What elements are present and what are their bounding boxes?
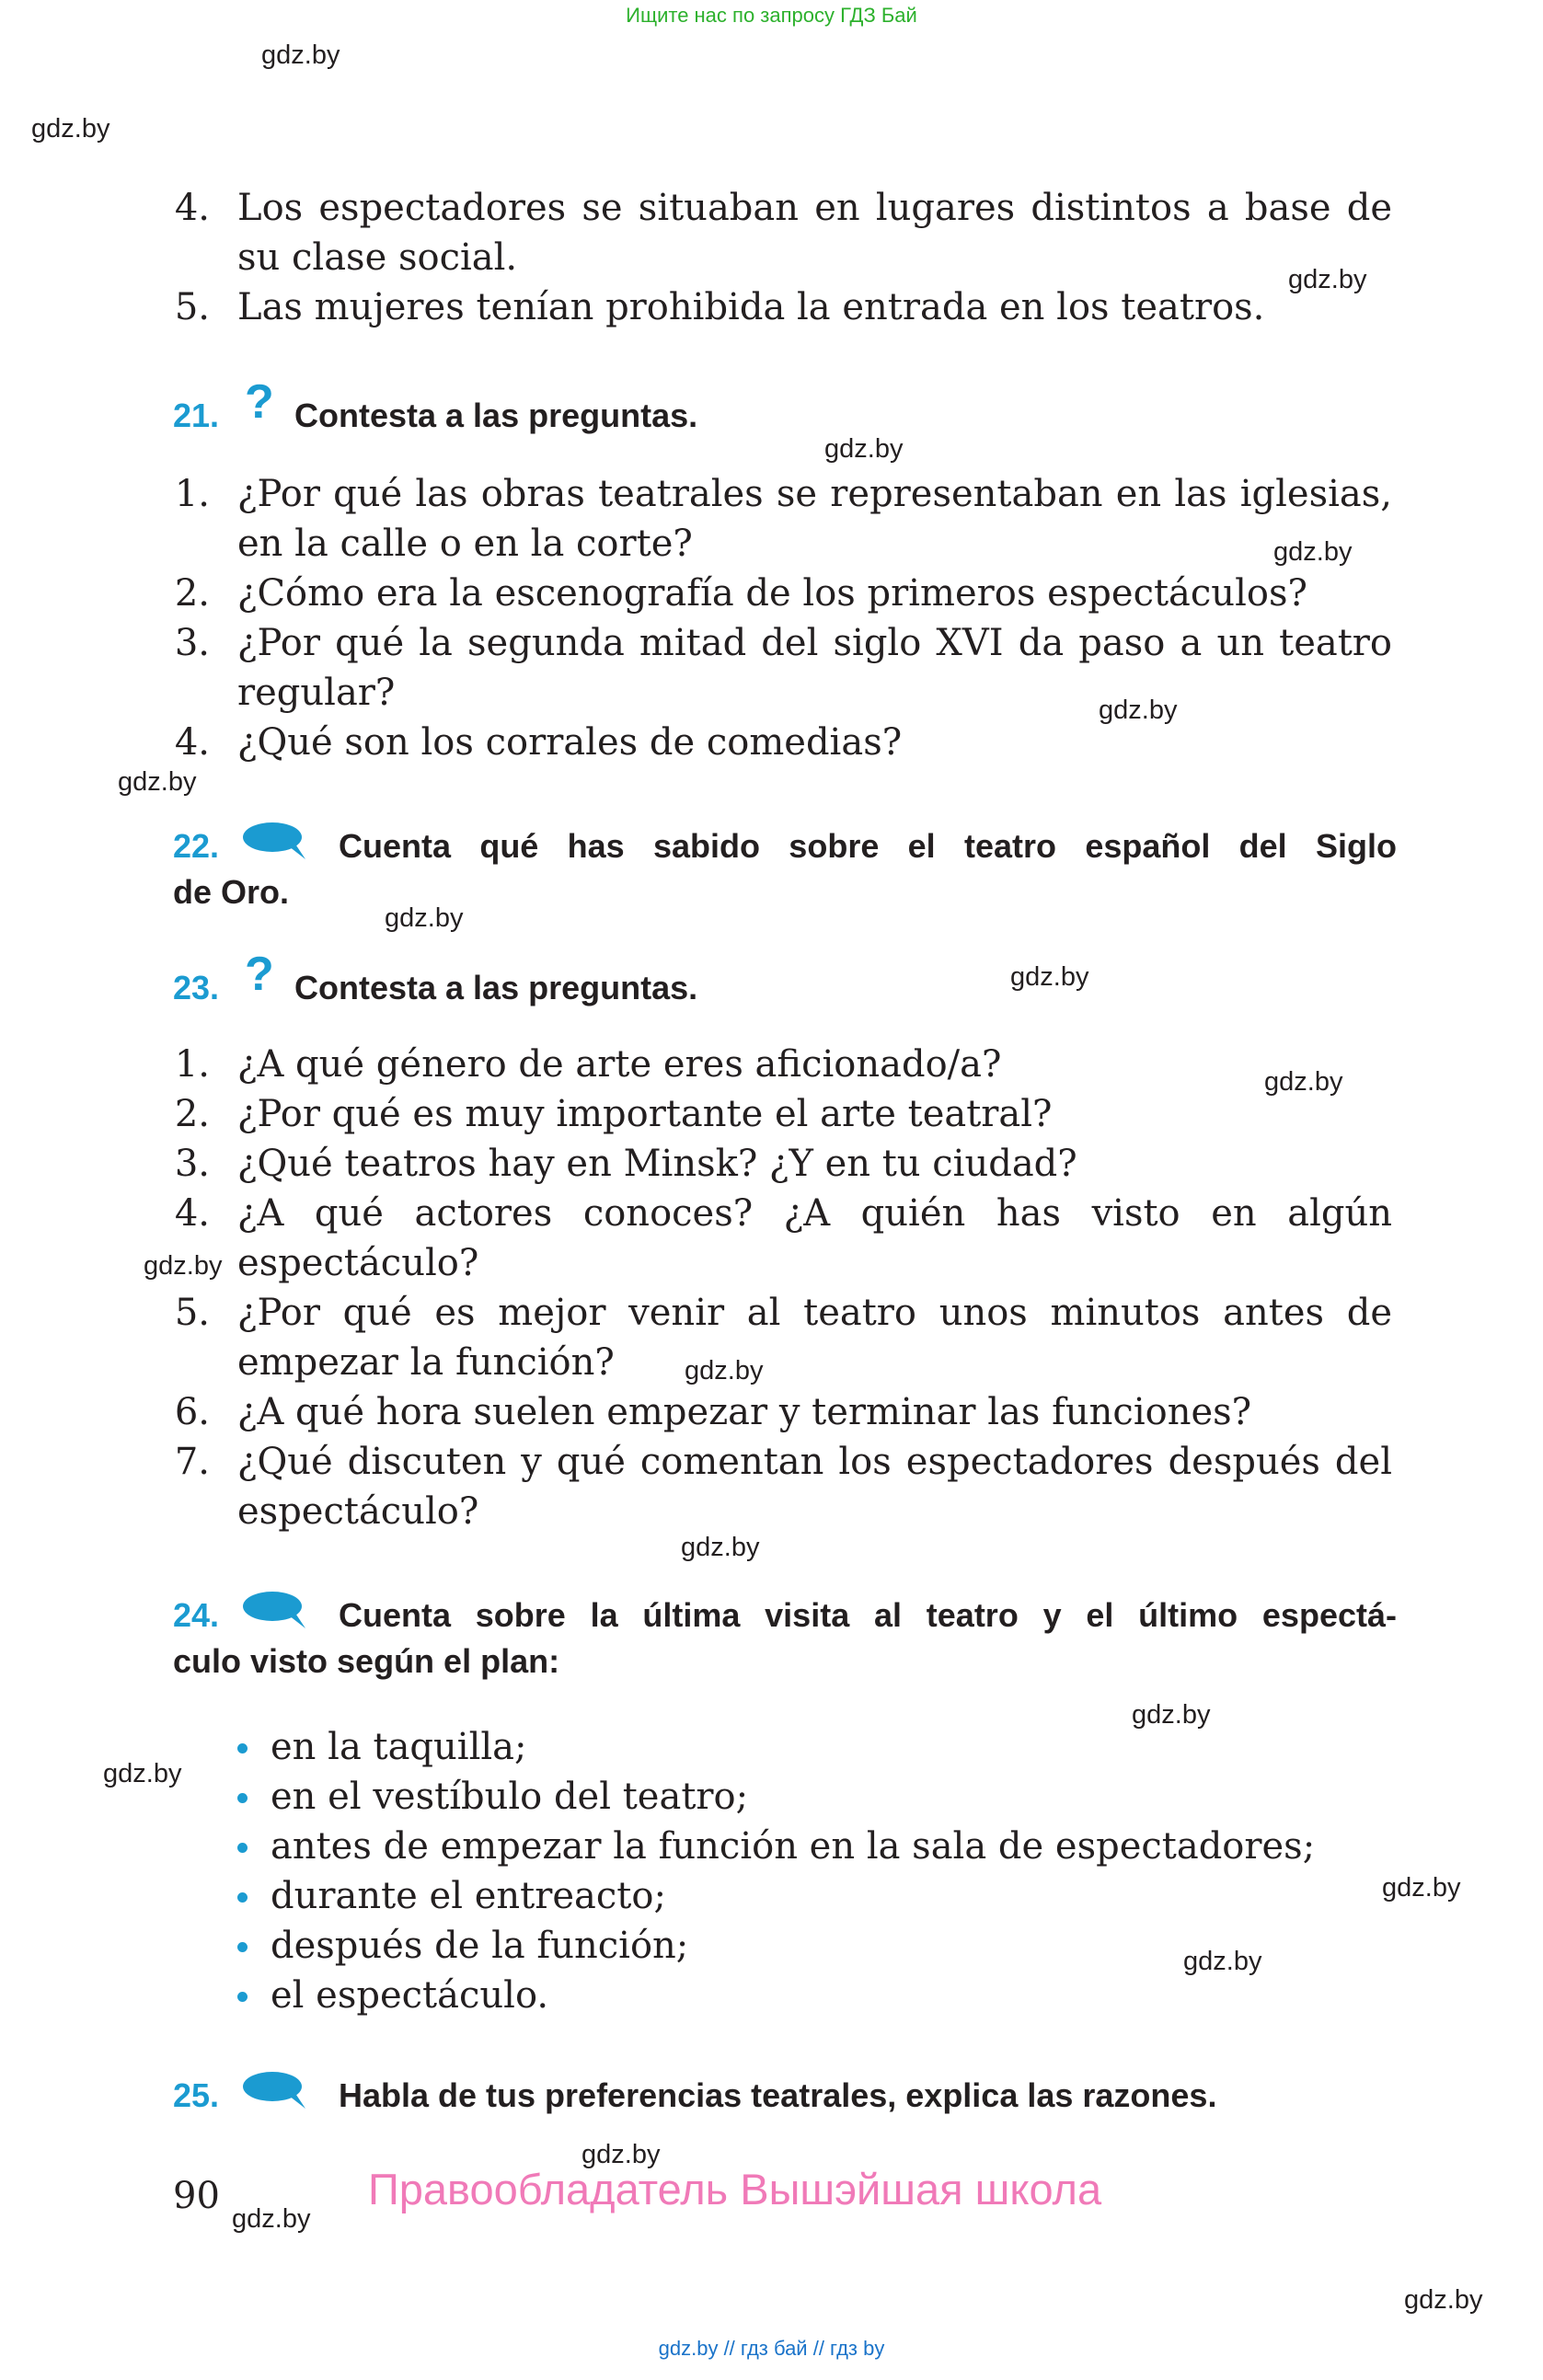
- item-text: ¿Qué son los corrales de comedias?: [237, 721, 903, 764]
- item-number: 5.: [174, 286, 210, 328]
- task-heading-21: [173, 377, 1397, 442]
- bullet-text: antes de empezar la función en la sala de espectadores;: [271, 1825, 1316, 1868]
- item-text: ¿Qué discuten y qué comentan los espectadores después del: [237, 1441, 1392, 1483]
- watermark: gdz.by: [1264, 1067, 1343, 1097]
- list-item: [173, 1040, 1397, 1089]
- bullet-dot: [237, 1992, 248, 2002]
- task-heading-24: [173, 1590, 1397, 1685]
- item-number: 4.: [174, 721, 210, 764]
- item-text: ¿A qué género de arte eres aficionado/a?: [237, 1043, 1002, 1086]
- list-item: [173, 718, 1397, 767]
- list-item: [173, 469, 1397, 569]
- item-number: 1.: [174, 1043, 210, 1086]
- list-item: [173, 618, 1397, 718]
- watermark: gdz.by: [261, 40, 340, 70]
- item-text: ¿Por qué la segunda mitad del siglo XVI da paso a un teatro: [237, 622, 1392, 664]
- watermark: gdz.by: [824, 434, 904, 464]
- task-number: 21.: [173, 397, 220, 434]
- task-title: Habla de tus preferencias teatrales, explica las razones.: [339, 2076, 1217, 2114]
- task-title: de Oro.: [173, 873, 290, 911]
- list-item: [173, 1089, 1397, 1139]
- watermark: gdz.by: [1273, 537, 1353, 567]
- task-heading-25: [173, 2070, 1397, 2125]
- item-text: en la calle o en la corte?: [237, 523, 693, 565]
- speech-bubble-icon: [241, 821, 311, 876]
- svg-text:?: ?: [245, 949, 272, 1001]
- bullet-dot: [237, 1793, 248, 1803]
- watermark: gdz.by: [31, 114, 110, 144]
- list-item: [173, 183, 1397, 282]
- item-text: ¿Por qué es mejor venir al teatro unos minutos antes de: [237, 1292, 1392, 1334]
- item-number: 6.: [174, 1391, 210, 1433]
- watermark: gdz.by: [1382, 1873, 1461, 1903]
- footer-links: gdz.by // гдз бай // гдз by: [658, 2337, 885, 2360]
- task-number: 23.: [173, 969, 220, 1006]
- task-title: Cuenta qué has sabido sobre el teatro español del Siglo: [339, 827, 1397, 865]
- item-number: 2.: [174, 572, 210, 615]
- watermark: gdz.by: [1099, 696, 1178, 725]
- item-text: ¿Qué teatros hay en Minsk? ¿Y en tu ciudad?: [237, 1143, 1077, 1185]
- list-item: [173, 1437, 1397, 1536]
- list-item: [173, 569, 1397, 618]
- watermark: gdz.by: [118, 767, 197, 797]
- bullet-text: en la taquilla;: [271, 1726, 527, 1768]
- item-text: Las mujeres tenían prohibida la entrada en los teatros.: [237, 286, 1265, 328]
- bullet-text: el espectáculo.: [271, 1974, 549, 2017]
- list-item: [173, 1387, 1397, 1437]
- item-text: ¿Por qué es muy importante el arte teatral?: [237, 1093, 1053, 1135]
- task-title: culo visto según el plan:: [173, 1642, 560, 1680]
- list-item: [173, 1288, 1397, 1387]
- item-number: 5.: [174, 1292, 210, 1334]
- task-title: Contesta a las preguntas.: [294, 969, 698, 1006]
- watermark: gdz.by: [681, 1533, 760, 1562]
- question-icon: [243, 377, 272, 442]
- speech-bubble-icon: [241, 2070, 311, 2125]
- watermark: gdz.by: [1010, 962, 1089, 992]
- item-text: ¿Por qué las obras teatrales se representaban en las iglesias,: [237, 473, 1392, 515]
- item-number: 4.: [174, 187, 210, 229]
- task-heading-22: [173, 821, 1397, 916]
- svg-text:?: ?: [245, 377, 272, 429]
- watermark: gdz.by: [1404, 2285, 1483, 2315]
- page-number: 90: [173, 2175, 220, 2217]
- list-item: [173, 282, 1397, 332]
- watermark: gdz.by: [1288, 265, 1367, 294]
- item-text: espectáculo?: [237, 1242, 479, 1284]
- item-text: ¿A qué hora suelen empezar y terminar las funciones?: [237, 1391, 1252, 1433]
- bullet-text: en el vestíbulo del teatro;: [271, 1776, 749, 1818]
- bullet-text: después de la función;: [271, 1925, 689, 1967]
- list-item: [173, 1189, 1397, 1288]
- item-text: Los espectadores se situaban en lugares distintos a base de: [237, 187, 1392, 229]
- watermark: gdz.by: [1132, 1700, 1211, 1730]
- task-title: Cuenta sobre la última visita al teatro y el último espectá-: [339, 1596, 1397, 1634]
- item-text: empezar la función?: [237, 1341, 615, 1384]
- item-text: su clase social.: [237, 236, 518, 279]
- item-text: ¿Cómo era la escenografía de los primeros espectáculos?: [237, 572, 1307, 615]
- item-number: 7.: [174, 1441, 210, 1483]
- task-heading-23: [173, 949, 1397, 1014]
- task-title: Contesta a las preguntas.: [294, 397, 698, 434]
- watermark: gdz.by: [232, 2204, 311, 2234]
- bullet-dot: [237, 1892, 248, 1903]
- item-number: 3.: [174, 622, 210, 664]
- bullet-text: durante el entreacto;: [271, 1875, 666, 1917]
- item-text: ¿A qué actores conoces? ¿A quién has visto en algún: [237, 1192, 1392, 1235]
- top-banner: Ищите нас по запросу ГДЗ Бай: [626, 4, 917, 27]
- item-number: 2.: [174, 1093, 210, 1135]
- speech-bubble-icon: [241, 1590, 311, 1645]
- watermark: gdz.by: [582, 2140, 661, 2169]
- list-item: [173, 1139, 1397, 1189]
- copyright-holder: Правообладатель Вышэйшая школа: [368, 2165, 1102, 2213]
- watermark: gdz.by: [144, 1251, 223, 1281]
- bullet-dot: [237, 1843, 248, 1853]
- watermark: gdz.by: [385, 903, 464, 933]
- item-text: espectáculo?: [237, 1490, 479, 1533]
- task-number: 24.: [173, 1596, 220, 1634]
- watermark: gdz.by: [685, 1356, 764, 1385]
- item-number: 3.: [174, 1143, 210, 1185]
- item-number: 4.: [174, 1192, 210, 1235]
- item-text: regular?: [237, 672, 396, 714]
- bullet-dot: [237, 1942, 248, 1952]
- item-number: 1.: [174, 473, 210, 515]
- watermark: gdz.by: [1183, 1947, 1262, 1976]
- question-icon: [243, 949, 272, 1014]
- bullet-dot: [237, 1743, 248, 1753]
- task-number: 25.: [173, 2076, 220, 2114]
- task-number: 22.: [173, 827, 220, 865]
- watermark: gdz.by: [103, 1759, 182, 1788]
